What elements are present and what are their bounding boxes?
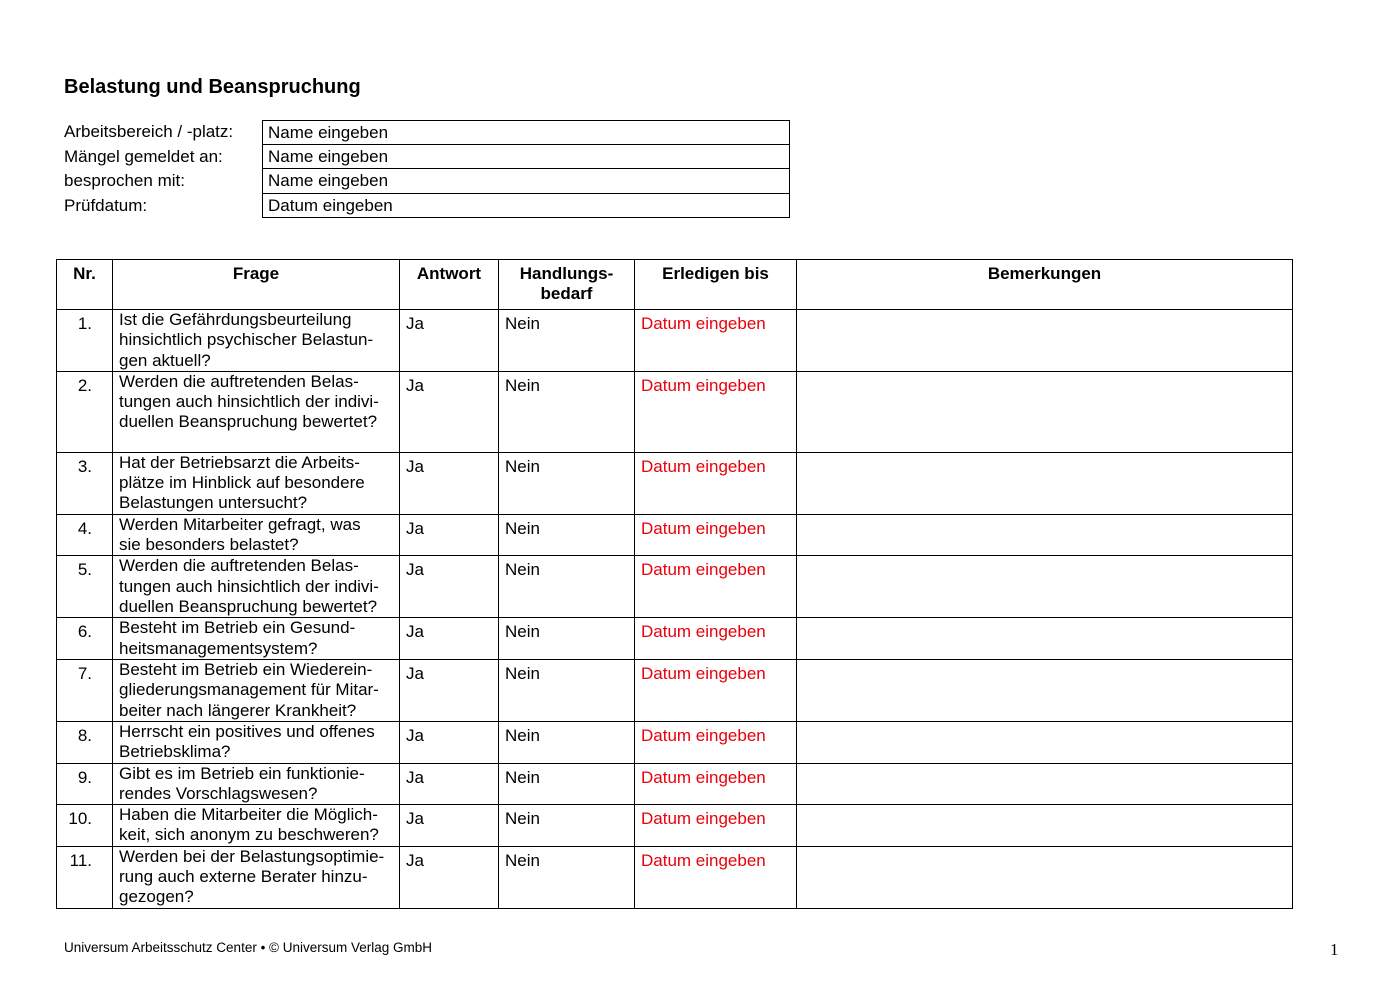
bemerkungen-field[interactable] bbox=[797, 452, 1293, 514]
row-number: 8. bbox=[57, 721, 113, 763]
pruefdatum-field[interactable]: Datum eingeben bbox=[262, 194, 790, 219]
table-row bbox=[57, 371, 1293, 452]
handlungsbedarf-cell[interactable]: Nein bbox=[499, 618, 635, 660]
question-line: rendes Vorschlagswesen? bbox=[119, 783, 318, 803]
question-line: Herrscht ein positives und offenes bbox=[119, 721, 375, 741]
erledigen-date-field[interactable]: Datum eingeben bbox=[635, 371, 797, 452]
question-line: duellen Beanspruchung bewertet? bbox=[119, 597, 378, 617]
handlungsbedarf-cell[interactable]: Nein bbox=[499, 763, 635, 805]
handlungsbedarf-cell[interactable]: Nein bbox=[499, 310, 635, 372]
row-number: 2. bbox=[57, 371, 113, 452]
header-handlungsbedarf-line2: bedarf bbox=[540, 284, 593, 303]
answer-cell[interactable]: Ja bbox=[400, 763, 499, 805]
meta-label: Arbeitsbereich / -platz: bbox=[64, 122, 234, 142]
arbeitsbereich-field[interactable]: Name eingeben bbox=[262, 120, 790, 145]
bemerkungen-field[interactable] bbox=[797, 618, 1293, 660]
meta-row-arbeitsbereich bbox=[64, 120, 790, 145]
table-row bbox=[57, 805, 1293, 847]
answer-cell[interactable]: Ja bbox=[400, 371, 499, 452]
question-line: beiter nach längerer Krankheit? bbox=[119, 700, 357, 720]
question-line: keit, sich anonym zu beschweren? bbox=[119, 825, 379, 845]
erledigen-date-field[interactable]: Datum eingeben bbox=[635, 659, 797, 721]
erledigen-date-field[interactable]: Datum eingeben bbox=[635, 310, 797, 372]
bemerkungen-field[interactable] bbox=[797, 371, 1293, 452]
question-cell bbox=[113, 371, 400, 452]
table-row bbox=[57, 763, 1293, 805]
question-line: Betriebsklima? bbox=[119, 742, 231, 762]
answer-cell[interactable]: Ja bbox=[400, 659, 499, 721]
question-cell bbox=[113, 805, 400, 847]
handlungsbedarf-cell[interactable]: Nein bbox=[499, 805, 635, 847]
erledigen-date-field[interactable]: Datum eingeben bbox=[635, 846, 797, 908]
answer-cell[interactable]: Ja bbox=[400, 452, 499, 514]
question-line: Besteht im Betrieb ein Gesund- bbox=[119, 618, 356, 638]
question-cell bbox=[113, 310, 400, 372]
question-cell bbox=[113, 556, 400, 618]
question-line: Ist die Gefährdungsbeurteilung bbox=[119, 310, 352, 329]
meta-form bbox=[64, 120, 790, 218]
question-line: Werden bei der Belastungsoptimie- bbox=[119, 846, 385, 866]
header-handlungsbedarf-line1: Handlungs- bbox=[519, 264, 614, 283]
meta-label: Prüfdatum: bbox=[64, 195, 148, 215]
erledigen-date-field[interactable]: Datum eingeben bbox=[635, 763, 797, 805]
question-line: tungen auch hinsichtlich der indivi- bbox=[119, 392, 379, 412]
question-line: hinsichtlich psychischer Belastun- bbox=[119, 330, 374, 350]
question-line: gliederungsmanagement für Mitar- bbox=[119, 680, 379, 700]
handlungsbedarf-cell[interactable]: Nein bbox=[499, 514, 635, 556]
page-number: 1 bbox=[1330, 940, 1339, 959]
question-cell bbox=[113, 618, 400, 660]
table-row bbox=[57, 310, 1293, 372]
bemerkungen-field[interactable] bbox=[797, 763, 1293, 805]
erledigen-date-field[interactable]: Datum eingeben bbox=[635, 721, 797, 763]
handlungsbedarf-cell[interactable]: Nein bbox=[499, 556, 635, 618]
bemerkungen-field[interactable] bbox=[797, 846, 1293, 908]
question-line: rung auch externe Berater hinzu- bbox=[119, 867, 368, 887]
question-cell bbox=[113, 659, 400, 721]
bemerkungen-field[interactable] bbox=[797, 659, 1293, 721]
row-number: 10. bbox=[57, 805, 113, 847]
answer-cell[interactable]: Ja bbox=[400, 846, 499, 908]
meta-label: Mängel gemeldet an: bbox=[64, 146, 223, 166]
row-number: 1. bbox=[57, 310, 113, 372]
table-row bbox=[57, 659, 1293, 721]
question-cell bbox=[113, 721, 400, 763]
row-number: 4. bbox=[57, 514, 113, 556]
question-line: tungen auch hinsichtlich der indivi- bbox=[119, 576, 379, 596]
header-erledigen-bis: Erledigen bis bbox=[635, 260, 797, 310]
handlungsbedarf-cell[interactable]: Nein bbox=[499, 371, 635, 452]
question-line: Hat der Betriebsarzt die Arbeits- bbox=[119, 452, 360, 472]
checklist-table bbox=[56, 259, 1293, 909]
question-line: Gibt es im Betrieb ein funktionie- bbox=[119, 763, 365, 783]
handlungsbedarf-cell[interactable]: Nein bbox=[499, 846, 635, 908]
meta-row-besprochen bbox=[64, 169, 790, 194]
question-line: Belastungen untersucht? bbox=[119, 493, 308, 513]
answer-cell[interactable]: Ja bbox=[400, 721, 499, 763]
bemerkungen-field[interactable] bbox=[797, 721, 1293, 763]
maengel-gemeldet-field[interactable]: Name eingeben bbox=[262, 145, 790, 170]
bemerkungen-field[interactable] bbox=[797, 310, 1293, 372]
question-line: gezogen? bbox=[119, 887, 194, 907]
table-row bbox=[57, 846, 1293, 908]
row-number: 9. bbox=[57, 763, 113, 805]
question-cell bbox=[113, 452, 400, 514]
question-line: Besteht im Betrieb ein Wiederein- bbox=[119, 659, 373, 679]
question-line: Werden die auftretenden Belas- bbox=[119, 371, 359, 391]
answer-cell[interactable]: Ja bbox=[400, 514, 499, 556]
erledigen-date-field[interactable]: Datum eingeben bbox=[635, 618, 797, 660]
header-antwort: Antwort bbox=[400, 260, 499, 310]
erledigen-date-field[interactable]: Datum eingeben bbox=[635, 556, 797, 618]
question-cell bbox=[113, 763, 400, 805]
meta-row-maengel bbox=[64, 145, 790, 170]
row-number: 3. bbox=[57, 452, 113, 514]
question-line: heitsmanagementsystem? bbox=[119, 638, 318, 658]
erledigen-date-field[interactable]: Datum eingeben bbox=[635, 805, 797, 847]
table-row bbox=[57, 452, 1293, 514]
question-line: sie besonders belastet? bbox=[119, 535, 299, 555]
handlungsbedarf-cell[interactable]: Nein bbox=[499, 659, 635, 721]
row-number: 5. bbox=[57, 556, 113, 618]
table-row bbox=[57, 556, 1293, 618]
table-header-row bbox=[57, 260, 1293, 310]
table-row bbox=[57, 514, 1293, 556]
question-line: duellen Beanspruchung bewertet? bbox=[119, 412, 378, 432]
row-number: 6. bbox=[57, 618, 113, 660]
bemerkungen-field[interactable] bbox=[797, 514, 1293, 556]
question-line: plätze im Hinblick auf besondere bbox=[119, 473, 365, 493]
question-line: Haben die Mitarbeiter die Möglich- bbox=[119, 805, 378, 825]
row-number: 11. bbox=[57, 846, 113, 908]
meta-row-pruefdatum bbox=[64, 194, 790, 219]
question-cell bbox=[113, 846, 400, 908]
question-line: gen aktuell? bbox=[119, 350, 211, 370]
erledigen-date-field[interactable]: Datum eingeben bbox=[635, 514, 797, 556]
bemerkungen-field[interactable] bbox=[797, 556, 1293, 618]
footer-text: Universum Arbeitsschutz Center • © Universum Verlag GmbH bbox=[64, 940, 433, 955]
header-nr: Nr. bbox=[57, 260, 113, 310]
header-bemerkungen: Bemerkungen bbox=[797, 260, 1293, 310]
answer-cell[interactable]: Ja bbox=[400, 556, 499, 618]
handlungsbedarf-cell[interactable]: Nein bbox=[499, 721, 635, 763]
besprochen-mit-field[interactable]: Name eingeben bbox=[262, 169, 790, 194]
table-row bbox=[57, 721, 1293, 763]
question-line: Werden die auftretenden Belas- bbox=[119, 556, 359, 576]
handlungsbedarf-cell[interactable]: Nein bbox=[499, 452, 635, 514]
answer-cell[interactable]: Ja bbox=[400, 310, 499, 372]
question-line: Werden Mitarbeiter gefragt, was bbox=[119, 514, 361, 534]
meta-label: besprochen mit: bbox=[64, 171, 185, 191]
erledigen-date-field[interactable]: Datum eingeben bbox=[635, 452, 797, 514]
answer-cell[interactable]: Ja bbox=[400, 805, 499, 847]
header-frage: Frage bbox=[113, 260, 400, 310]
bemerkungen-field[interactable] bbox=[797, 805, 1293, 847]
question-cell bbox=[113, 514, 400, 556]
row-number: 7. bbox=[57, 659, 113, 721]
header-handlungsbedarf bbox=[499, 260, 635, 310]
answer-cell[interactable]: Ja bbox=[400, 618, 499, 660]
table-row bbox=[57, 618, 1293, 660]
document-title: Belastung und Beanspruchung bbox=[64, 76, 361, 98]
